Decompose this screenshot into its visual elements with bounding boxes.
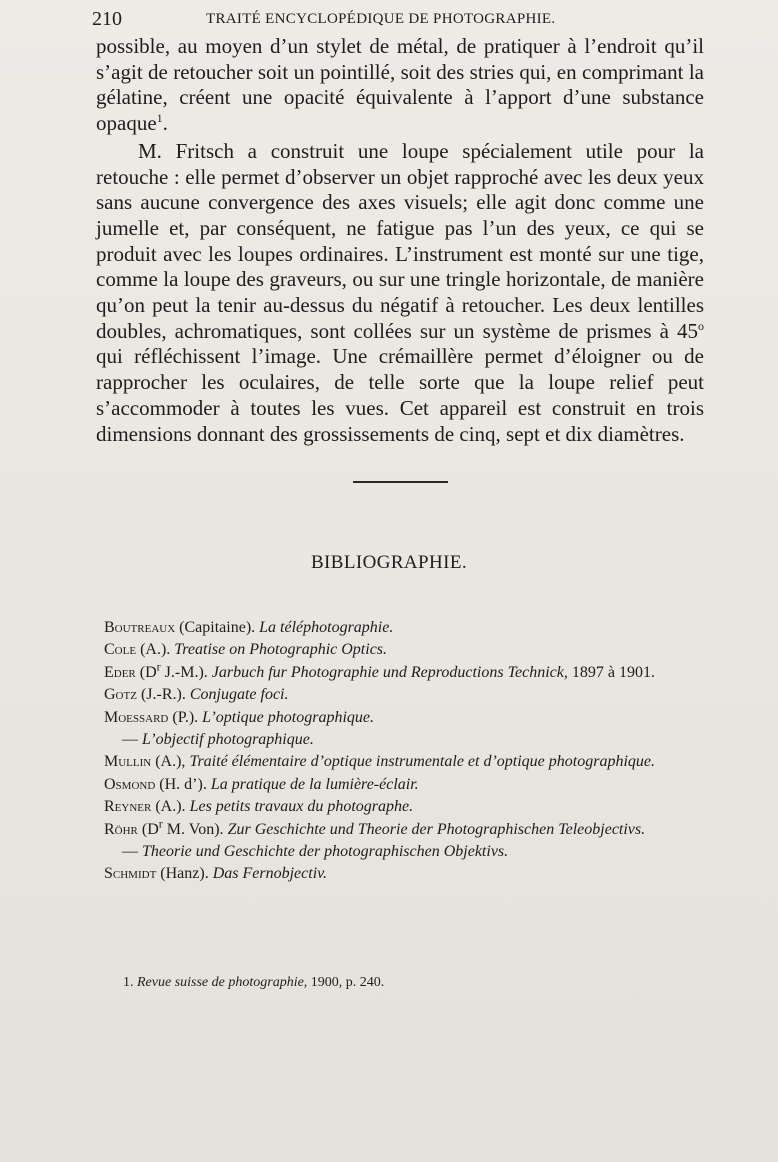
- paragraph-2: M. Fritsch a construit une loupe spécialement utile pour la retouche : elle permet d’observer un objet rapproché avec les deux yeux sans aucune convergence des axes visuels; elle agit donc comme une jumelle et, par conséquent, ne fatigue pas l’un des yeux, ce qui se produit avec les loupes ordinaires. L’instrument est monté sur une tige, comme la loupe des graveurs, ou sur une tringle horizontale, de manière qu’on peut la tenir au-dessus du négatif à retoucher. Les deux lentilles doubles, achromatiques, sont collées sur un système de prismes à 45$^o$ qui réfléchissent l’image. Une crémaillère permet d’éloigner ou de rapprocher les oculaires, de telle sorte que la loupe relief peut s’accommoder à toutes les vues. Cet appareil est construit en trois dimensions donnant des grossissements de cinq, sept et dix diamètres.: [96, 138, 704, 446]
- bibliography-list: [104, 617, 724, 886]
- bibliography-entry: Cole (A.). Treatise on Photographic Optics.: [104, 641, 388, 659]
- page-header: [92, 8, 732, 32]
- footnote-ref[interactable]: 1: [156, 111, 163, 126]
- bibliography-title: BIBLIOGRAPHIE.: [310, 552, 467, 573]
- degree-mark: o: [698, 318, 704, 333]
- footnote: 1. Revue suisse de photographie, 1900, p. 240.: [123, 975, 385, 990]
- bibliography-entry: Eder ($D^r$ J.-M.). Jarbuch fur Photographie und Reproductions Technick, 1897 à 1901.: [104, 659, 655, 681]
- bibliography-entry: Reyner (A.). Les petits travaux du photographe.: [104, 798, 414, 816]
- bibliography-entry: Schmidt (Hanz). Das Fernobjectiv.: [104, 865, 328, 883]
- running-title: TRAITÉ ENCYCLOPÉDIQUE DE PHOTOGRAPHIE.: [206, 11, 556, 27]
- body-text: [96, 34, 704, 447]
- bibliography-entry: Moessard (P.). L’optique photographique.: [104, 708, 374, 726]
- bibliography-entry: Mullin (A.), Traité élémentaire d’optique instrumentale et d’optique photographique.: [104, 753, 655, 771]
- bibliography-entry: — L’objectif photographique.: [122, 731, 314, 749]
- bibliography-entry: Boutreaux (Capitaine). La téléphotographie.: [104, 619, 394, 636]
- bibliography-entry: Osmond (H. d’). La pratique de la lumière-éclair.: [104, 775, 419, 793]
- section-divider: [353, 481, 448, 483]
- bibliography-entry: Gotz (J.-R.). Conjugate foci.: [104, 686, 289, 704]
- bibliography-entry: Röhr ($D^r$ M. Von). Zur Geschichte und Theorie der Photographischen Teleobjectivs.: [104, 816, 646, 838]
- paragraph-1: possible, au moyen d’un stylet de métal, de pratiquer à l’endroit qu’il s’agit de retoucher soit un pointillé, soit des stries qui, en comprimant la gélatine, créent une opacité équivalente à l’apport d’une substance opaque$^1$.: [96, 34, 704, 136]
- page-number: 210: [92, 8, 122, 30]
- bibliography-entry: — Theorie und Geschichte der photographischen Objektivs.: [122, 843, 509, 861]
